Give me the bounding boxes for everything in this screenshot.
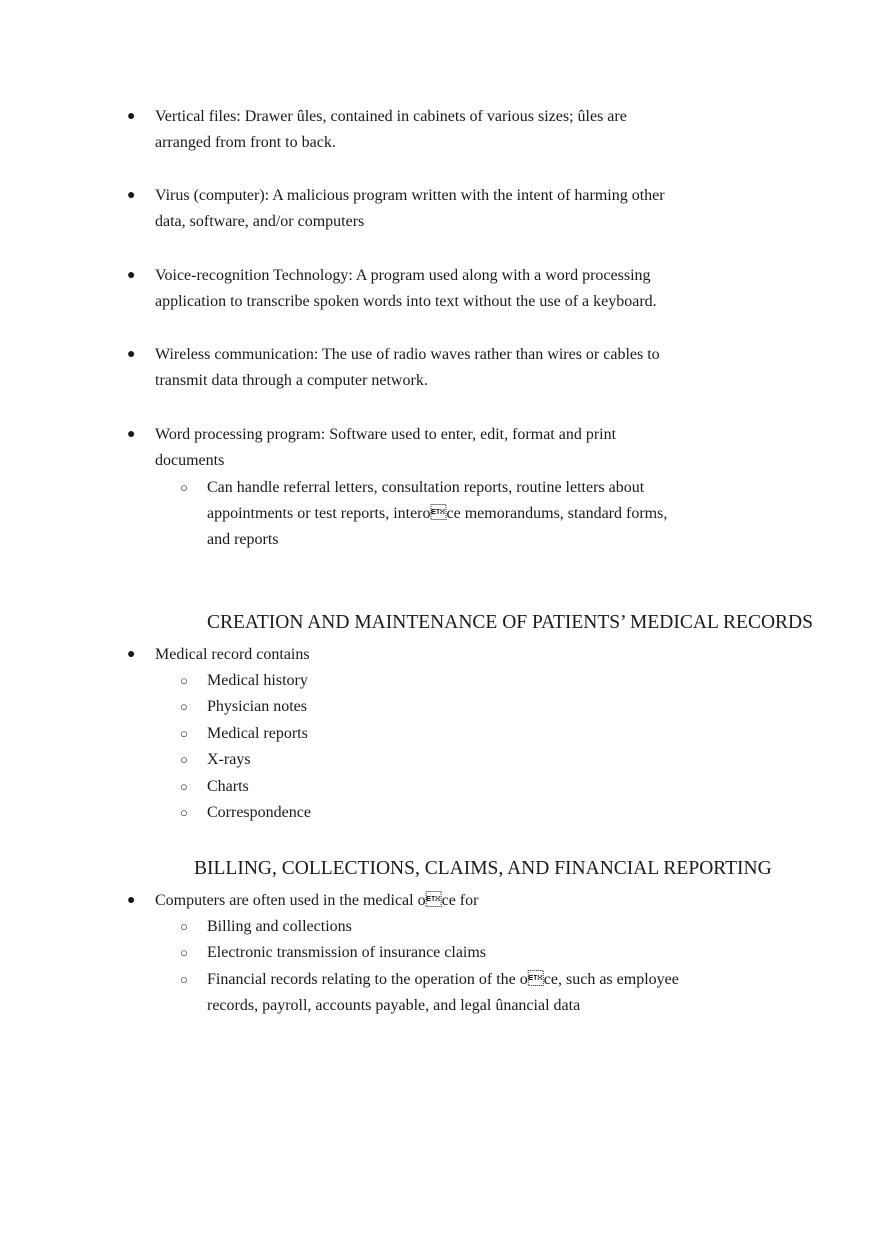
list-item-text: Medical reports (207, 725, 308, 742)
bullet-icon: ● (127, 647, 136, 662)
sub-bullet-icon: ○ (180, 919, 188, 934)
sub-bullet-icon: ○ (180, 779, 188, 794)
sub-bullet-icon: ○ (180, 699, 188, 714)
sub-item-line: Can handle referral letters, consultation reports, routine letters about (207, 479, 645, 496)
glossary-line: arranged from front to back. (155, 134, 336, 151)
bullet-icon: ● (127, 893, 136, 908)
bullet-icon: ● (127, 347, 136, 362)
sub-bullet-icon: ○ (180, 752, 188, 767)
list-item-text: Billing and collections (207, 918, 352, 935)
list-item-line: Financial records relating to the operation of the oce, such as employee (207, 971, 679, 988)
glossary-line: transmit data through a computer network. (155, 372, 428, 389)
section-heading-billing: BILLING, COLLECTIONS, CLAIMS, AND FINANCIAL REPORTING (194, 858, 772, 879)
sub-item-line: appointments or test reports, interoce memorandums, standard forms, (207, 505, 668, 522)
glossary-line: data, software, and/or computers (155, 213, 365, 230)
bullet-text: Computers are often used in the medical oce for (155, 892, 479, 909)
list-item-text: Physician notes (207, 698, 307, 715)
glossary-text (155, 263, 725, 315)
sub-bullet-icon: ○ (180, 673, 188, 688)
sub-item-line: and reports (207, 531, 279, 548)
bullet-icon: ● (127, 427, 136, 442)
glossary-line: Vertical files: Drawer ûles, contained in cabinets of various sizes; ûles are (155, 108, 627, 125)
list-item-text: X-rays (207, 751, 251, 768)
list-item-text: Correspondence (207, 804, 311, 821)
sub-item-text (207, 475, 737, 553)
list-item-line: records, payroll, accounts payable, and legal ûnancial data (207, 997, 581, 1014)
glossary-line: Wireless communication: The use of radio waves rather than wires or cables to (155, 346, 660, 363)
glossary-line: Voice-recognition Technology: A program used along with a word processing (155, 267, 651, 284)
list-item-text: Electronic transmission of insurance claims (207, 944, 487, 961)
glossary-text (155, 342, 725, 394)
glossary-line: documents (155, 452, 225, 469)
bullet-text: Medical record contains (155, 646, 310, 663)
glossary-text (155, 422, 725, 474)
sub-bullet-icon: ○ (180, 945, 188, 960)
section-heading-medical-records: CREATION AND MAINTENANCE OF PATIENTS’ MEDICAL RECORDS (207, 612, 813, 633)
sub-bullet-icon: ○ (180, 726, 188, 741)
glossary-line: application to transcribe spoken words into text without the use of a keyboard. (155, 293, 657, 310)
list-item-text: Medical history (207, 672, 308, 689)
sub-bullet-icon: ○ (180, 805, 188, 820)
list-item-text (207, 967, 737, 1019)
bullet-icon: ● (127, 268, 136, 283)
bullet-icon: ● (127, 109, 136, 124)
glossary-line: Word processing program: Software used to enter, edit, format and print (155, 426, 617, 443)
bullet-icon: ● (127, 188, 136, 203)
sub-bullet-icon: ○ (180, 972, 188, 987)
sub-bullet-icon: ○ (180, 480, 188, 495)
glossary-text (155, 183, 725, 235)
glossary-line: Virus (computer): A malicious program written with the intent of harming other (155, 187, 665, 204)
glossary-text (155, 104, 725, 156)
list-item-text: Charts (207, 778, 249, 795)
